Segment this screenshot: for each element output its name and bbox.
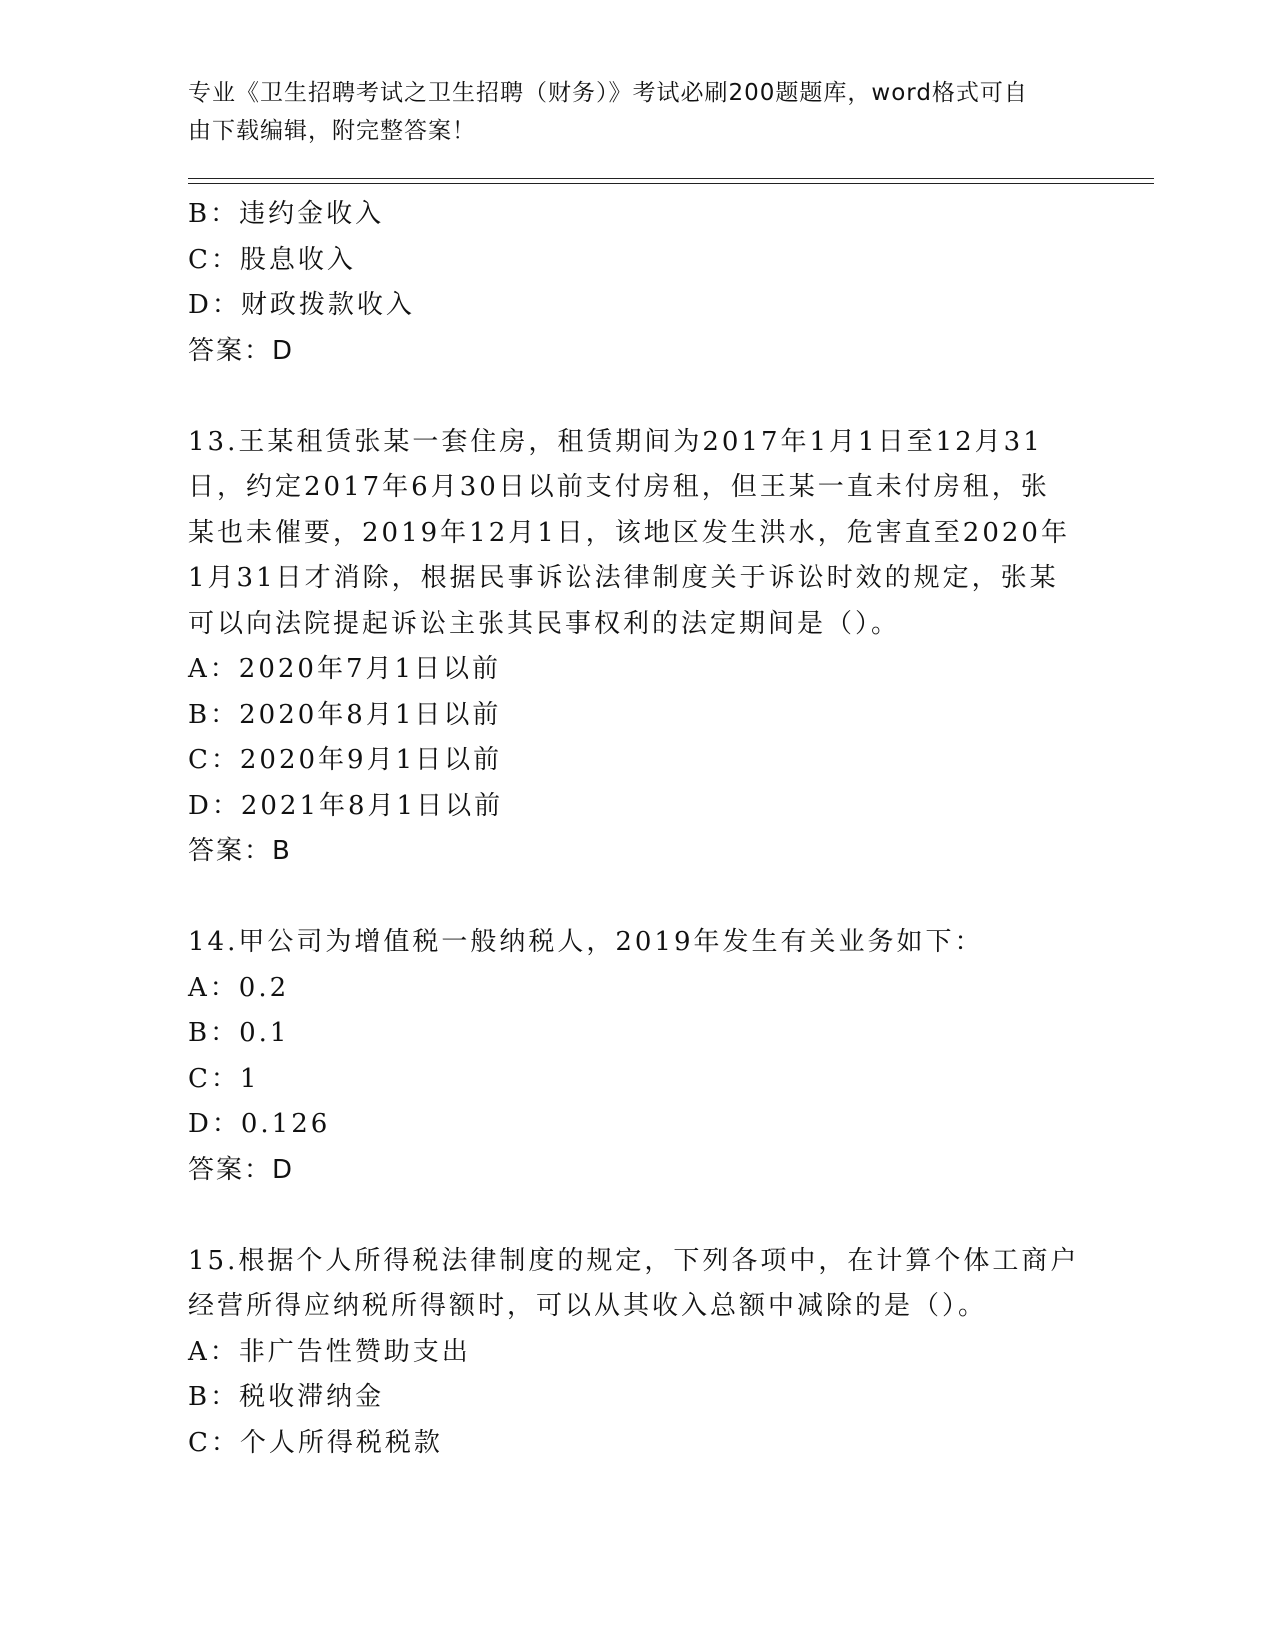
question-stem-line: 日，约定2017年6月30日以前支付房租，但王某一直未付房租，张 [188, 472, 1050, 502]
option-d: D：2021年8月1日以前 [188, 790, 504, 821]
answer-line: 答案：B [188, 836, 292, 866]
question-stem-line: 某也未催要，2019年12月1日，该地区发生洪水，危害直至2020年 [188, 517, 1070, 548]
option-b: B：2020年8月1日以前 [188, 699, 502, 730]
question-13 [188, 420, 1088, 875]
header-divider-top [188, 178, 1154, 179]
header-divider-bottom [188, 183, 1154, 184]
option-b: B：违约金收入 [188, 199, 385, 229]
option-c: C：个人所得税税款 [188, 1427, 443, 1458]
spacer [188, 374, 1088, 420]
document-body [188, 192, 1088, 1466]
option-b: B：0.1 [188, 1018, 290, 1048]
option-d: D：0.126 [188, 1109, 331, 1139]
option-c: C：1 [188, 1063, 260, 1094]
question-stem-line: 14.甲公司为增值税一般纳税人，2019年发生有关业务如下： [188, 927, 984, 957]
answer-line: 答案：D [188, 1154, 295, 1185]
question-stem-line: 15.根据个人所得税法律制度的规定，下列各项中，在计算个体工商户 [188, 1245, 1080, 1276]
document-header [188, 74, 1068, 150]
spacer [188, 1193, 1088, 1239]
question-stem-line: 13.王某租赁张某一套住房，租赁期间为2017年1月1日至12月31 [188, 426, 1043, 457]
answer-line: 答案：D [188, 335, 295, 366]
question-stem-line: 可以向法院提起诉讼主张其民事权利的法定期间是（）。 [188, 608, 901, 639]
header-line-1: 专业《卫生招聘考试之卫生招聘（财务）》考试必刷200题题库，word格式可自 [188, 80, 1028, 106]
spacer [188, 875, 1088, 921]
question-12-tail [188, 192, 1088, 374]
question-15 [188, 1239, 1088, 1467]
option-c: C：2020年9月1日以前 [188, 745, 503, 775]
option-d: D：财政拨款收入 [188, 290, 415, 320]
question-stem-line: 1月31日才消除，根据民事诉讼法律制度关于诉讼时效的规定，张某 [188, 563, 1059, 593]
option-a: A：非广告性赞助支出 [188, 1336, 471, 1367]
header-line-2: 由下载编辑，附完整答案！ [188, 118, 476, 144]
option-c: C：股息收入 [188, 244, 356, 275]
option-a: A：2020年7月1日以前 [188, 654, 502, 684]
option-b: B：税收滞纳金 [188, 1382, 385, 1412]
question-stem-line: 经营所得应纳税所得额时，可以从其收入总额中减除的是（）。 [188, 1291, 988, 1321]
question-14 [188, 920, 1088, 1193]
option-a: A：0.2 [188, 972, 290, 1003]
